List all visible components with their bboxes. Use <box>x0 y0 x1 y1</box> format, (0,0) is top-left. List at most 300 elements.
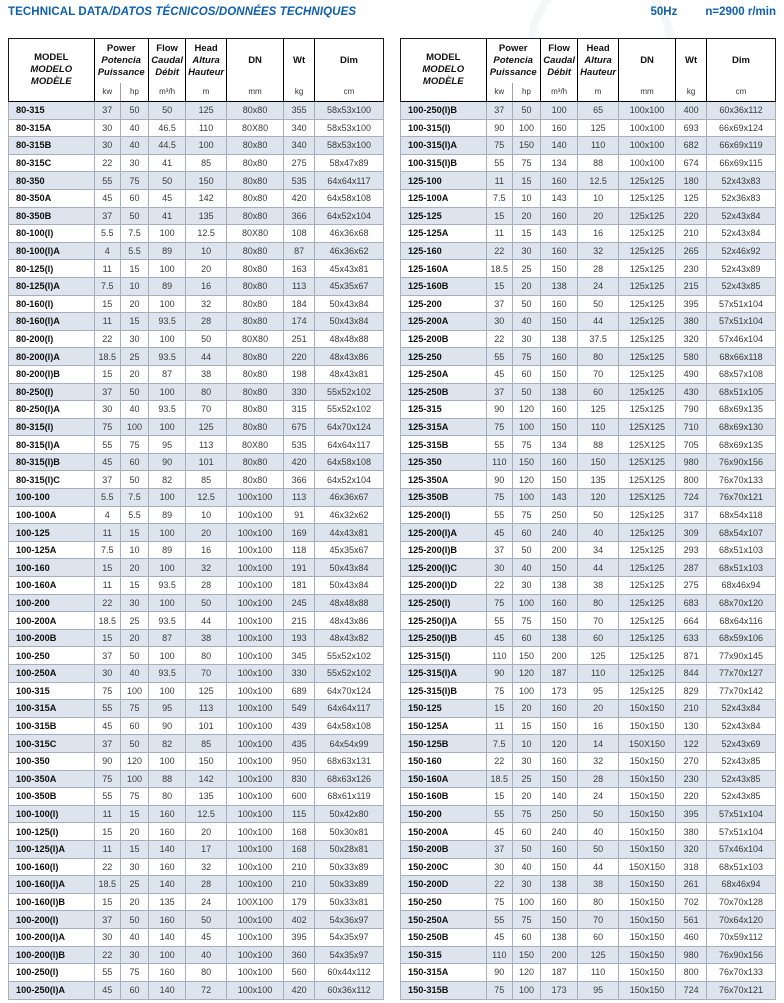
value-cell: 15 <box>121 524 149 542</box>
value-cell: 30 <box>94 137 121 155</box>
value-cell: 60 <box>578 629 619 647</box>
unit-dim: cm <box>315 83 384 102</box>
value-cell: 120 <box>513 401 541 419</box>
unit-hp: hp <box>513 83 541 102</box>
value-cell: 150x150 <box>618 805 675 823</box>
value-cell: 32 <box>578 752 619 770</box>
value-cell: 40 <box>578 823 619 841</box>
value-cell: 93.5 <box>148 401 186 419</box>
value-cell: 75 <box>513 436 541 454</box>
value-cell: 683 <box>676 594 707 612</box>
value-cell: 251 <box>284 330 315 348</box>
value-cell: 57x51x104 <box>707 805 776 823</box>
value-cell: 20 <box>186 524 227 542</box>
table-row <box>401 541 776 559</box>
value-cell: 64x64x117 <box>315 700 384 718</box>
value-cell: 193 <box>284 629 315 647</box>
value-cell: 143 <box>540 189 578 207</box>
value-cell: 12.5 <box>186 805 227 823</box>
value-cell: 125X125 <box>618 418 675 436</box>
value-cell: 125 <box>578 946 619 964</box>
value-cell: 34 <box>578 541 619 559</box>
value-cell: 48x48x88 <box>315 594 384 612</box>
value-cell: 20 <box>121 559 149 577</box>
model-cell: 150-160A <box>401 770 487 788</box>
value-cell: 60x36x112 <box>707 102 776 120</box>
value-cell: 150x150 <box>618 893 675 911</box>
value-cell: 143 <box>540 489 578 507</box>
pump-table-right <box>400 38 776 1000</box>
value-cell: 160 <box>540 119 578 137</box>
value-cell: 580 <box>676 348 707 366</box>
value-cell: 633 <box>676 629 707 647</box>
value-cell: 93.5 <box>148 612 186 630</box>
value-cell: 100x100 <box>226 928 283 946</box>
value-cell: 160 <box>540 401 578 419</box>
value-cell: 30 <box>486 313 513 331</box>
value-cell: 60x44x112 <box>315 964 384 982</box>
value-cell: 600 <box>284 788 315 806</box>
unit-dim: cm <box>707 83 776 102</box>
value-cell: 113 <box>186 700 227 718</box>
model-cell: 150-250 <box>401 893 487 911</box>
value-cell: 64x64x117 <box>315 172 384 190</box>
table-row <box>9 418 384 436</box>
value-cell: 58x53x100 <box>315 102 384 120</box>
value-cell: 30 <box>94 665 121 683</box>
value-cell: 55 <box>486 436 513 454</box>
col-header-wt: Wt <box>284 39 315 84</box>
value-cell: 15 <box>94 559 121 577</box>
table-row <box>401 594 776 612</box>
value-cell: 52x43x89 <box>707 260 776 278</box>
value-cell: 70 <box>578 911 619 929</box>
value-cell: 52x43x84 <box>707 700 776 718</box>
table-row <box>9 559 384 577</box>
value-cell: 100 <box>148 752 186 770</box>
value-cell: 50 <box>148 172 186 190</box>
value-cell: 64x52x104 <box>315 471 384 489</box>
value-cell: 101 <box>186 453 227 471</box>
value-cell: 80x80 <box>226 453 283 471</box>
table-row <box>401 893 776 911</box>
table-row <box>401 911 776 929</box>
value-cell: 15 <box>94 365 121 383</box>
value-cell: 95 <box>578 981 619 999</box>
value-cell: 724 <box>676 489 707 507</box>
table-row <box>401 348 776 366</box>
value-cell: 549 <box>284 700 315 718</box>
table-row <box>401 928 776 946</box>
col-header-model: MODEL MODELO MODÈLE <box>9 39 95 102</box>
value-cell: 45 <box>94 717 121 735</box>
value-cell: 100x100 <box>226 665 283 683</box>
value-cell: 198 <box>284 365 315 383</box>
value-cell: 160 <box>540 295 578 313</box>
value-cell: 20 <box>513 788 541 806</box>
model-cell: 125-200B <box>401 330 487 348</box>
value-cell: 11 <box>94 805 121 823</box>
value-cell: 12.5 <box>186 225 227 243</box>
value-cell: 41 <box>148 154 186 172</box>
value-cell: 210 <box>284 858 315 876</box>
value-cell: 54x35x97 <box>315 928 384 946</box>
value-cell: 360 <box>284 946 315 964</box>
table-row <box>401 964 776 982</box>
value-cell: 980 <box>676 946 707 964</box>
value-cell: 80x80 <box>226 365 283 383</box>
page-title-translations: /DATOS TÉCNICOS/DONNÉES TECHNIQUES <box>109 6 357 18</box>
value-cell: 50 <box>186 330 227 348</box>
value-cell: 140 <box>148 840 186 858</box>
value-cell: 50 <box>513 383 541 401</box>
value-cell: 68x70x120 <box>707 594 776 612</box>
value-cell: 5.5 <box>121 242 149 260</box>
value-cell: 100x100 <box>226 594 283 612</box>
value-cell: 25 <box>121 612 149 630</box>
value-cell: 100x100 <box>226 805 283 823</box>
value-cell: 60 <box>513 823 541 841</box>
table-row <box>9 805 384 823</box>
table-row <box>9 119 384 137</box>
value-cell: 100 <box>148 330 186 348</box>
value-cell: 100x100 <box>226 981 283 999</box>
value-cell: 30 <box>121 154 149 172</box>
value-cell: 80 <box>578 348 619 366</box>
value-cell: 77x70x142 <box>707 682 776 700</box>
value-cell: 10 <box>186 506 227 524</box>
value-cell: 125x125 <box>618 524 675 542</box>
model-cell: 125-250(I)A <box>401 612 487 630</box>
table-row <box>401 981 776 999</box>
value-cell: 125x125 <box>618 348 675 366</box>
value-cell: 150x150 <box>618 840 675 858</box>
value-cell: 68x69x135 <box>707 401 776 419</box>
value-cell: 50x43x84 <box>315 559 384 577</box>
value-cell: 150 <box>540 418 578 436</box>
model-cell: 80-315 <box>9 102 95 120</box>
value-cell: 22 <box>94 946 121 964</box>
value-cell: 45 <box>186 928 227 946</box>
value-cell: 168 <box>284 823 315 841</box>
value-cell: 110 <box>578 418 619 436</box>
value-cell: 100X100 <box>226 893 283 911</box>
value-cell: 340 <box>284 137 315 155</box>
value-cell: 150x150 <box>618 823 675 841</box>
value-cell: 100 <box>148 489 186 507</box>
value-cell: 55 <box>94 172 121 190</box>
value-cell: 330 <box>284 665 315 683</box>
value-cell: 44x43x81 <box>315 524 384 542</box>
value-cell: 52x43x83 <box>707 172 776 190</box>
value-cell: 22 <box>94 858 121 876</box>
value-cell: 54x36x97 <box>315 911 384 929</box>
value-cell: 100x100 <box>618 137 675 155</box>
value-cell: 420 <box>284 189 315 207</box>
value-cell: 150x150 <box>618 770 675 788</box>
table-row <box>9 911 384 929</box>
value-cell: 45 <box>486 928 513 946</box>
value-cell: 37 <box>94 735 121 753</box>
value-cell: 55x52x102 <box>315 665 384 683</box>
value-cell: 60 <box>578 383 619 401</box>
value-cell: 76x70x121 <box>707 981 776 999</box>
value-cell: 702 <box>676 893 707 911</box>
value-cell: 100x100 <box>226 489 283 507</box>
value-cell: 150 <box>186 172 227 190</box>
value-cell: 48x48x88 <box>315 330 384 348</box>
value-cell: 25 <box>121 876 149 894</box>
spec-block <box>651 6 777 18</box>
value-cell: 150 <box>540 471 578 489</box>
value-cell: 318 <box>676 858 707 876</box>
value-cell: 24 <box>578 277 619 295</box>
model-cell: 100-315 <box>9 682 95 700</box>
value-cell: 150 <box>513 946 541 964</box>
table-row <box>9 313 384 331</box>
value-cell: 125x125 <box>618 665 675 683</box>
value-cell: 11 <box>486 172 513 190</box>
model-cell: 125-315(I) <box>401 647 487 665</box>
value-cell: 30 <box>513 752 541 770</box>
value-cell: 122 <box>676 735 707 753</box>
value-cell: 134 <box>540 154 578 172</box>
value-cell: 100 <box>540 102 578 120</box>
value-cell: 100 <box>513 489 541 507</box>
unit-wt: kg <box>676 83 707 102</box>
table-row <box>401 401 776 419</box>
value-cell: 160 <box>540 172 578 190</box>
value-cell: 160 <box>540 207 578 225</box>
value-cell: 100 <box>148 418 186 436</box>
model-cell: 150-315B <box>401 981 487 999</box>
value-cell: 50 <box>121 735 149 753</box>
value-cell: 40 <box>513 559 541 577</box>
value-cell: 32 <box>186 858 227 876</box>
table-row <box>401 137 776 155</box>
value-cell: 80x80 <box>226 277 283 295</box>
value-cell: 125x125 <box>618 242 675 260</box>
value-cell: 15 <box>121 260 149 278</box>
value-cell: 215 <box>676 277 707 295</box>
value-cell: 44 <box>578 559 619 577</box>
value-cell: 125x125 <box>618 594 675 612</box>
model-cell: 80-315B <box>9 137 95 155</box>
value-cell: 439 <box>284 717 315 735</box>
model-cell: 150-160B <box>401 788 487 806</box>
unit-dn: mm <box>226 83 283 102</box>
value-cell: 52x43x84 <box>707 717 776 735</box>
value-cell: 240 <box>540 823 578 841</box>
value-cell: 100 <box>121 682 149 700</box>
value-cell: 45x43x81 <box>315 260 384 278</box>
model-cell: 100-315(I)A <box>401 137 487 155</box>
value-cell: 100x100 <box>618 119 675 137</box>
value-cell: 150x150 <box>618 911 675 929</box>
value-cell: 800 <box>676 964 707 982</box>
value-cell: 135 <box>186 788 227 806</box>
value-cell: 80 <box>186 383 227 401</box>
value-cell: 80x80 <box>226 313 283 331</box>
value-cell: 168 <box>284 840 315 858</box>
value-cell: 80x80 <box>226 401 283 419</box>
value-cell: 682 <box>676 137 707 155</box>
unit-dn: mm <box>618 83 675 102</box>
value-cell: 230 <box>676 770 707 788</box>
value-cell: 46x36x62 <box>315 242 384 260</box>
value-cell: 100 <box>148 524 186 542</box>
col-header-power: Power Potencia Puissance <box>486 39 540 84</box>
value-cell: 90 <box>486 119 513 137</box>
value-cell: 125 <box>186 418 227 436</box>
table-row <box>9 172 384 190</box>
value-cell: 200 <box>540 946 578 964</box>
value-cell: 52x43x85 <box>707 788 776 806</box>
value-cell: 66x69x119 <box>707 137 776 155</box>
value-cell: 52x43x69 <box>707 735 776 753</box>
value-cell: 220 <box>676 207 707 225</box>
table-row <box>9 541 384 559</box>
value-cell: 250 <box>540 805 578 823</box>
value-cell: 15 <box>121 577 149 595</box>
value-cell: 76x90x156 <box>707 946 776 964</box>
value-cell: 77x90x145 <box>707 647 776 665</box>
value-cell: 50 <box>578 506 619 524</box>
value-cell: 68x64x116 <box>707 612 776 630</box>
value-cell: 68x46x94 <box>707 577 776 595</box>
value-cell: 355 <box>284 102 315 120</box>
model-cell: 125-315(I)B <box>401 682 487 700</box>
value-cell: 275 <box>676 577 707 595</box>
value-cell: 40 <box>578 524 619 542</box>
table-row <box>9 154 384 172</box>
table-row <box>401 770 776 788</box>
value-cell: 4 <box>94 242 121 260</box>
value-cell: 125 <box>676 189 707 207</box>
model-cell: 150-315A <box>401 964 487 982</box>
value-cell: 28 <box>186 577 227 595</box>
value-cell: 400 <box>676 102 707 120</box>
value-cell: 160 <box>148 858 186 876</box>
value-cell: 80x80 <box>226 348 283 366</box>
value-cell: 25 <box>513 770 541 788</box>
value-cell: 100 <box>148 594 186 612</box>
value-cell: 179 <box>284 893 315 911</box>
value-cell: 46x36x68 <box>315 225 384 243</box>
model-cell: 100-125(I)A <box>9 840 95 858</box>
value-cell: 50 <box>121 471 149 489</box>
value-cell: 125x125 <box>618 401 675 419</box>
value-cell: 120 <box>578 489 619 507</box>
value-cell: 191 <box>284 559 315 577</box>
model-cell: 125-200(I)B <box>401 541 487 559</box>
value-cell: 50x33x89 <box>315 858 384 876</box>
value-cell: 100x100 <box>618 102 675 120</box>
value-cell: 100x100 <box>226 735 283 753</box>
unit-flow: m³/h <box>540 83 578 102</box>
value-cell: 200 <box>540 541 578 559</box>
value-cell: 220 <box>284 348 315 366</box>
value-cell: 75 <box>486 981 513 999</box>
value-cell: 150X150 <box>618 735 675 753</box>
value-cell: 125x125 <box>618 647 675 665</box>
table-row <box>9 401 384 419</box>
model-cell: 100-350A <box>9 770 95 788</box>
value-cell: 150 <box>513 647 541 665</box>
value-cell: 80 <box>578 893 619 911</box>
table-row <box>401 665 776 683</box>
model-cell: 100-125(I) <box>9 823 95 841</box>
model-cell: 125-315A <box>401 418 487 436</box>
value-cell: 160 <box>540 700 578 718</box>
value-cell: 68x46x94 <box>707 876 776 894</box>
value-cell: 125x125 <box>618 313 675 331</box>
col-header-head: Head Altura Hauteur <box>578 39 619 84</box>
value-cell: 100x100 <box>226 629 283 647</box>
value-cell: 15 <box>94 893 121 911</box>
value-cell: 40 <box>186 946 227 964</box>
table-row <box>9 964 384 982</box>
value-cell: 80x80 <box>226 189 283 207</box>
value-cell: 75 <box>121 788 149 806</box>
technical-data-table <box>8 38 384 1000</box>
value-cell: 100 <box>148 260 186 278</box>
table-row <box>401 524 776 542</box>
value-cell: 125x125 <box>618 207 675 225</box>
value-cell: 130 <box>676 717 707 735</box>
model-cell: 125-250(I) <box>401 594 487 612</box>
value-cell: 95 <box>148 700 186 718</box>
value-cell: 88 <box>578 436 619 454</box>
value-cell: 38 <box>578 577 619 595</box>
value-cell: 100 <box>513 594 541 612</box>
value-cell: 150x150 <box>618 946 675 964</box>
value-cell: 80 <box>578 594 619 612</box>
value-cell: 50 <box>578 840 619 858</box>
value-cell: 40 <box>121 665 149 683</box>
value-cell: 100 <box>148 946 186 964</box>
table-row <box>401 313 776 331</box>
value-cell: 37 <box>94 102 121 120</box>
table-row <box>401 612 776 630</box>
table-row <box>9 189 384 207</box>
value-cell: 16 <box>578 717 619 735</box>
value-cell: 110 <box>486 946 513 964</box>
value-cell: 50 <box>578 295 619 313</box>
value-cell: 11 <box>486 225 513 243</box>
value-cell: 18.5 <box>94 348 121 366</box>
value-cell: 66x69x124 <box>707 119 776 137</box>
value-cell: 138 <box>540 928 578 946</box>
model-cell: 125-250B <box>401 383 487 401</box>
value-cell: 30 <box>94 928 121 946</box>
value-cell: 100x100 <box>226 946 283 964</box>
value-cell: 37 <box>486 383 513 401</box>
col-header-dn: DN <box>226 39 283 84</box>
value-cell: 64x58x108 <box>315 453 384 471</box>
value-cell: 101 <box>186 717 227 735</box>
value-cell: 80x80 <box>226 383 283 401</box>
technical-data-table <box>400 38 776 1000</box>
value-cell: 5.5 <box>94 225 121 243</box>
value-cell: 240 <box>540 524 578 542</box>
table-row <box>9 717 384 735</box>
value-cell: 45x35x67 <box>315 541 384 559</box>
value-cell: 169 <box>284 524 315 542</box>
model-cell: 100-160 <box>9 559 95 577</box>
value-cell: 64x70x124 <box>315 682 384 700</box>
value-cell: 75 <box>121 436 149 454</box>
